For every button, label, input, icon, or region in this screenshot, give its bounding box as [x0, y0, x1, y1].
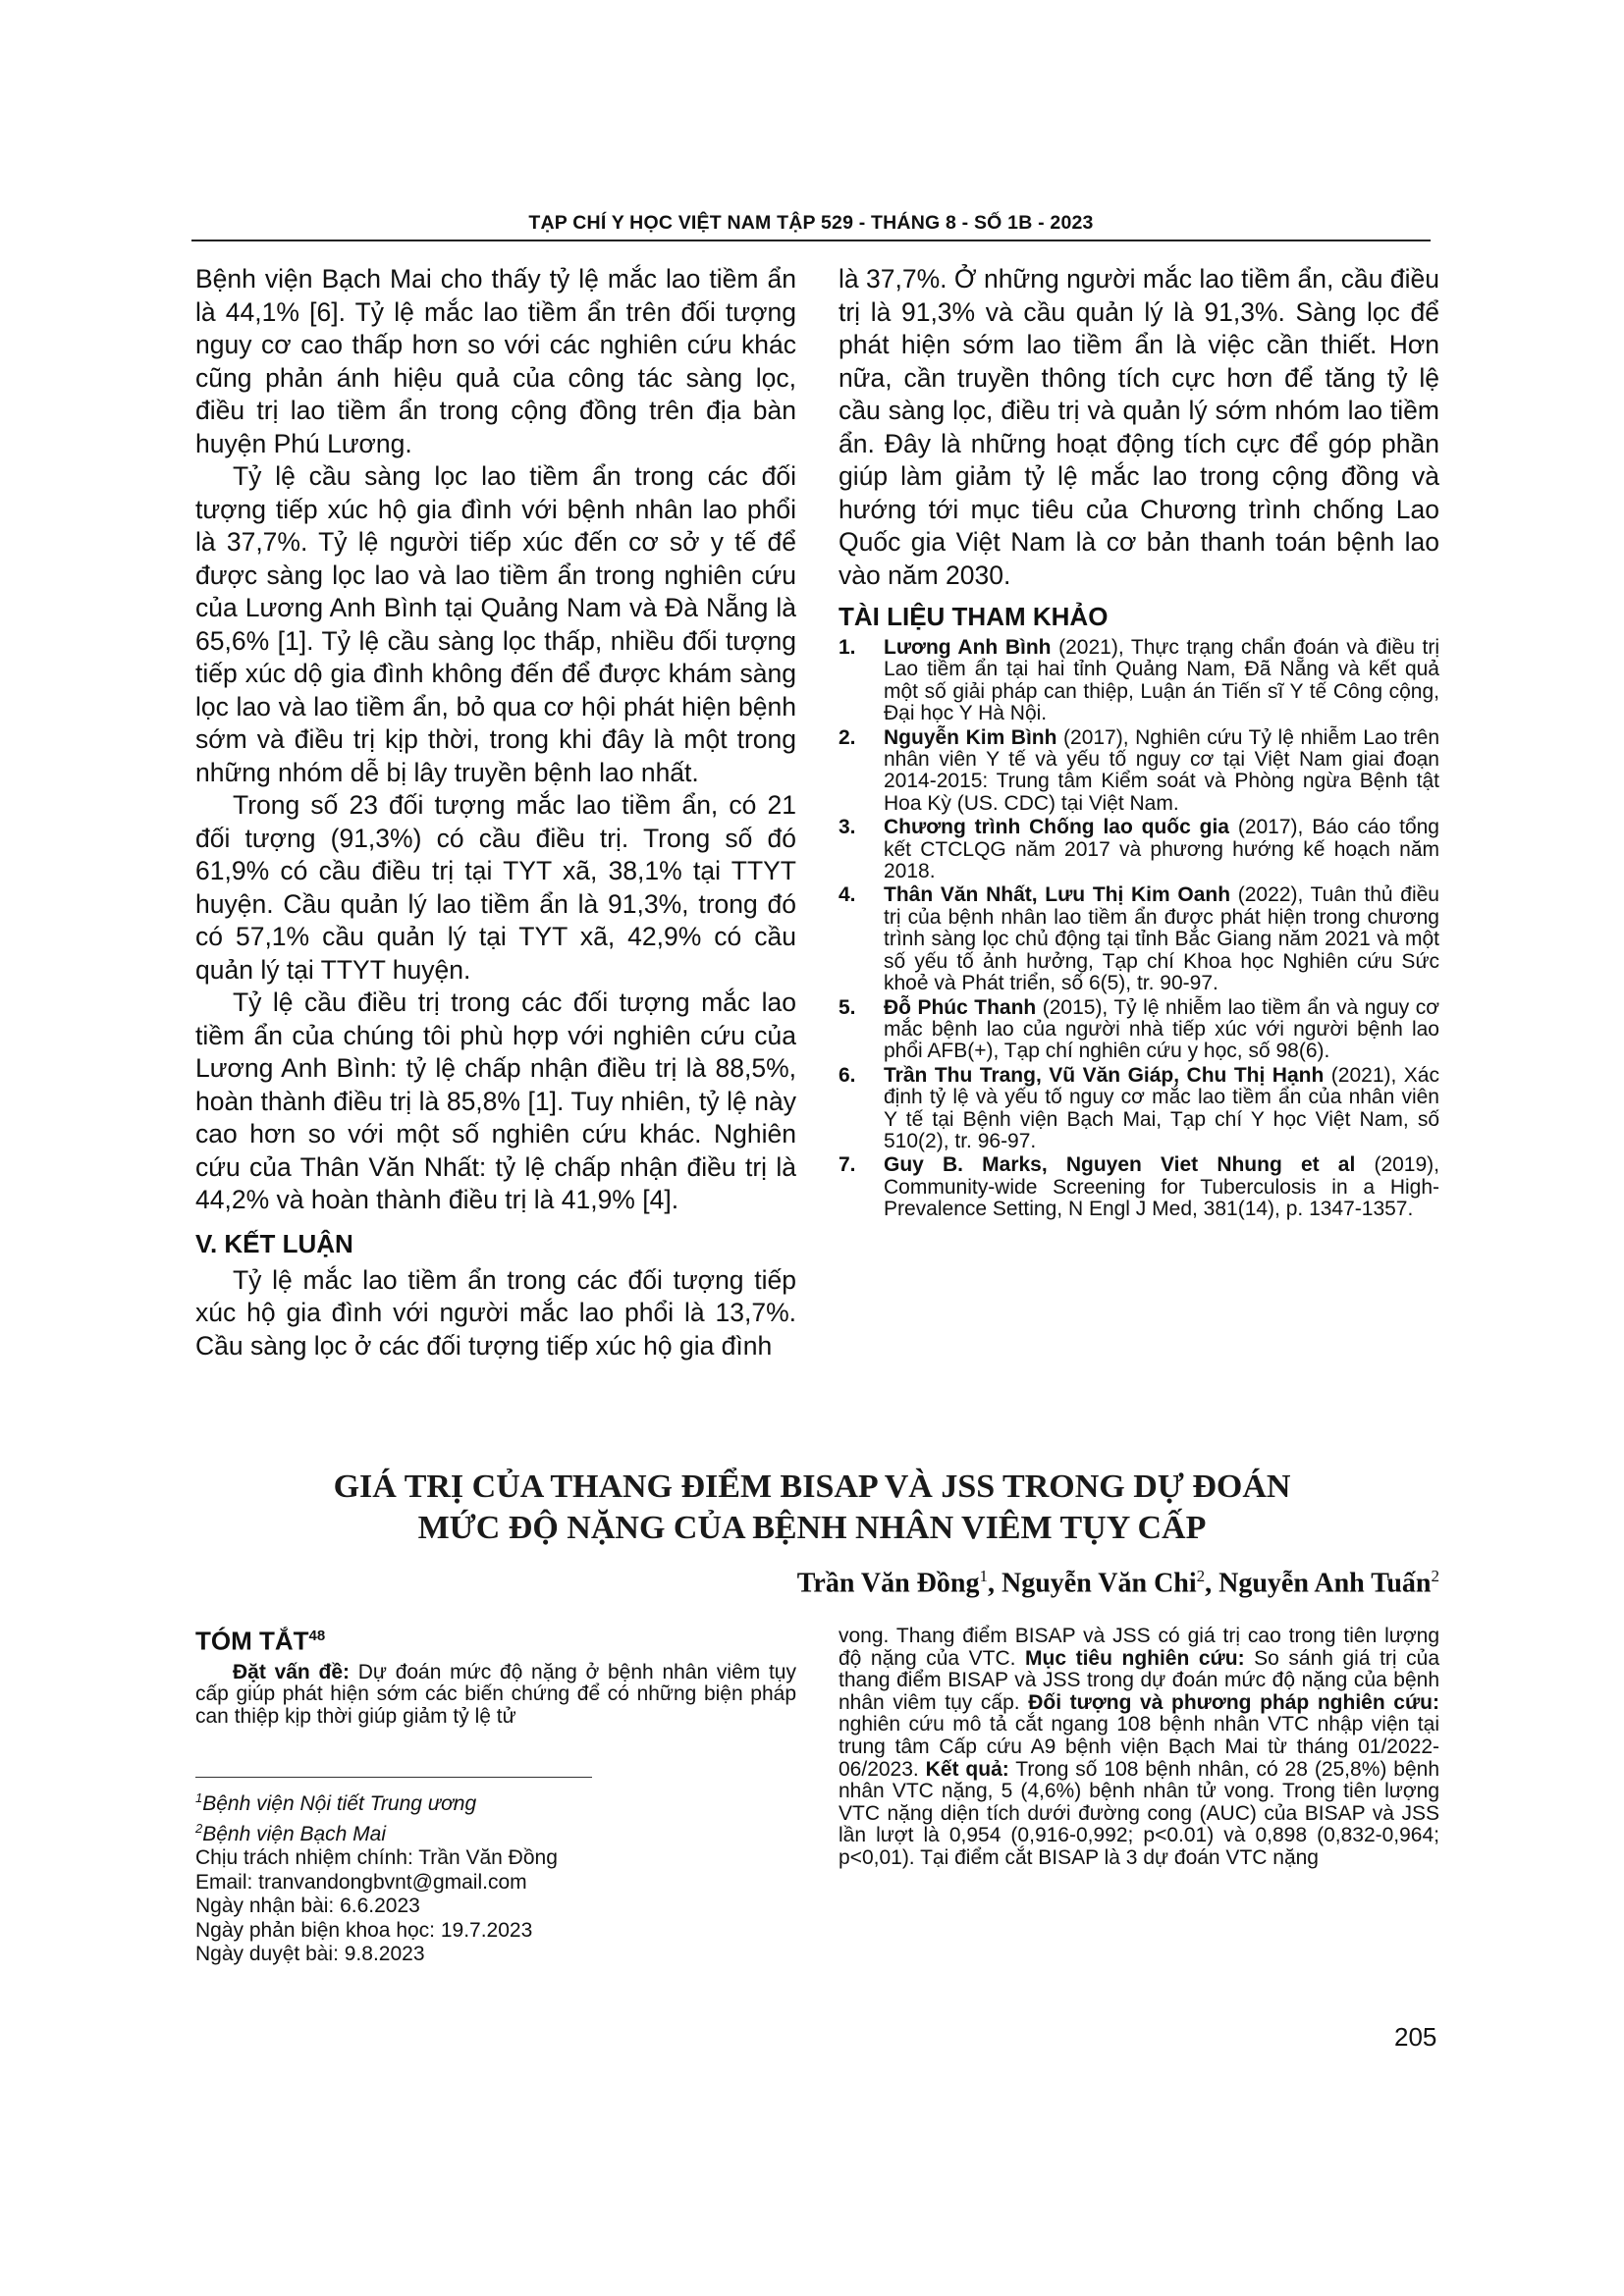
affiliation-text: Bệnh viện Bạch Mai — [202, 1822, 387, 1845]
reference-item — [839, 997, 1439, 1063]
reference-item — [839, 884, 1439, 994]
article-title-line-2: MỨC ĐỘ NẶNG CỦA BỆNH NHÂN VIÊM TỤY CẤP — [417, 1510, 1207, 1546]
conclusion-heading: V. KẾT LUẬN — [195, 1228, 353, 1258]
abstract-right — [839, 1626, 1439, 1870]
abstract-intro-label: Đặt vấn đề: — [233, 1660, 350, 1683]
reference-item — [839, 1065, 1439, 1153]
reference-item — [839, 637, 1439, 725]
affiliation-mark: 1 — [195, 1790, 203, 1805]
article-title-line-1: GIÁ TRỊ CỦA THANG ĐIỂM BISAP VÀ JSS TRONG DỰ ĐOÁN — [333, 1468, 1291, 1505]
article-authors — [797, 1567, 1439, 1599]
paragraph-3: Trong số 23 đối tượng mắc lao tiềm ẩn, có 21 đối tượng (91,3%) có cầu điều trị. Trong số đó 61,9% có cầu điều trị tại TYT xã, 38,1% tại TTYT huyện. Cầu quản lý lao tiềm ẩn là 91,3%, trong đó có 57,1% cầu quản lý tại TYT xã, 42,9% có cầu quản lý tại TTYT huyện. — [195, 790, 796, 985]
conclusion-paragraph: Tỷ lệ mắc lao tiềm ẩn trong các đối tượng tiếp xúc hộ gia đình với người mắc lao phổi là 13,7%. Cầu sàng lọc ở các đối tượng tiếp xúc hộ gia đình — [195, 1264, 796, 1361]
reference-item — [839, 727, 1439, 816]
reference-number: 5. — [839, 995, 856, 1019]
reference-text: (2019), Community-wide Screening for Tuberculosis in a High-Prevalence Setting, N Engl J Med, 381(14), p. 1347-1357. — [884, 1153, 1439, 1221]
author-name: Nguyễn Anh Tuấn — [1218, 1568, 1432, 1599]
affiliation-1 — [195, 1787, 796, 1817]
paragraph-1: Bệnh viện Bạch Mai cho thấy tỷ lệ mắc lao tiềm ẩn là 44,1% [6]. Tỷ lệ mắc lao tiềm ẩn trên đối tượng nguy cơ cao thấp hơn so với các nghiên cứu khác cũng phản ánh hiệu quả của công tác sàng lọc, điều trị lao tiềm ẩn trong cộng đồng trên địa bàn huyện Phú Lương. — [195, 264, 796, 458]
abstract-intro-text: Dự đoán mức độ nặng ở bệnh nhân viêm tụy cấp giúp phát hiện sớm các biến chứng để có những biện pháp can thiệp kịp thời giúp giảm tỷ lệ tử — [195, 1660, 796, 1728]
page-number: 205 — [1394, 2022, 1437, 2052]
reference-number: 1. — [839, 636, 856, 659]
reference-text: (2017), Báo cáo tổng kết CTCLQG năm 2017 và phương hướng kế hoạch năm 2018. — [884, 816, 1439, 883]
author-separator: , — [1205, 1568, 1219, 1599]
reference-authors: Lương Anh Bình — [884, 636, 1052, 659]
references-heading: TÀI LIỆU THAM KHẢO — [839, 602, 1109, 631]
affiliation-mark: 2 — [195, 1820, 203, 1836]
abstract-left — [195, 1620, 796, 1728]
reference-item — [839, 817, 1439, 882]
footnote-rule — [195, 1777, 592, 1778]
reference-text: (2021), Xác định tỷ lệ và yếu tố nguy cơ mắc lao tiềm ẩn của nhân viên Y tế tại Bệnh viện Bạch Mai, Tạp chí Y học Việt Nam, số 510(2), tr. 96-97. — [884, 1063, 1439, 1152]
abstract-heading-text: TÓM TẮT — [195, 1626, 309, 1656]
footnotes — [195, 1787, 796, 1967]
reference-authors: Nguyễn Kim Bình — [884, 725, 1057, 749]
article-title — [187, 1467, 1437, 1549]
abstract-continued — [839, 1626, 1439, 1870]
right-column — [839, 263, 1439, 1223]
journal-header: TẠP CHÍ Y HỌC VIỆT NAM TẬP 529 - THÁNG 8 - SỐ 1B - 2023 — [528, 212, 1094, 234]
reference-authors: Trần Thu Trang, Vũ Văn Giáp, Chu Thị Hạnh — [884, 1063, 1325, 1087]
reference-number: 3. — [839, 816, 856, 839]
date-received: Ngày nhận bài: 6.6.2023 — [195, 1895, 420, 1917]
reference-number: 2. — [839, 725, 856, 749]
abstract-methods-text: nghiên cứu mô tả cắt ngang 108 bệnh nhân VTC nhập viện tại trung tâm Cấp cứu A9 bệnh viện Bạch Mai từ tháng 01/2022-06/2023. — [839, 1713, 1439, 1781]
author-affiliation-mark: 2 — [1196, 1567, 1206, 1585]
header-rule — [191, 240, 1431, 241]
corresponding-author: Chịu trách nhiệm chính: Trần Văn Đồng — [195, 1846, 558, 1869]
reference-number: 7. — [839, 1153, 856, 1177]
email: Email: tranvandongbvnt@gmail.com — [195, 1870, 527, 1894]
author-separator: , — [987, 1568, 1001, 1599]
reference-authors: Guy B. Marks, Nguyen Viet Nhung et al — [884, 1153, 1356, 1177]
reference-authors: Chương trình Chống lao quốc gia — [884, 816, 1229, 839]
reference-text: (2015), Tỷ lệ nhiễm lao tiềm ẩn và nguy cơ mắc bệnh lao của người nhà tiếp xúc với người bệnh lao phổi AFB(+), Tạp chí nghiên cứu y học, số 98(6). — [884, 995, 1439, 1063]
affiliation-text: Bệnh viện Nội tiết Trung ương — [202, 1792, 477, 1815]
paragraph-4: Tỷ lệ cầu điều trị trong các đối tượng mắc lao tiềm ẩn của chúng tôi phù hợp với nghiên cứu của Lương Anh Bình: tỷ lệ chấp nhận điều trị là 88,5%, hoàn thành điều trị là 85,8% [1]. Tuy nhiên, tỷ lệ này cao hơn so với một số nghiên cứu khác. Nghiên cứu của Thân Văn Nhất: tỷ lệ chấp nhận điều trị là 44,2% và hoàn thành điều trị là 41,9% [4]. — [195, 988, 796, 1214]
abstract-results-label: Kết quả: — [925, 1757, 1009, 1781]
reference-number: 6. — [839, 1063, 856, 1087]
author-name: Trần Văn Đồng — [796, 1568, 980, 1599]
reference-authors: Đỗ Phúc Thanh — [884, 995, 1037, 1019]
abstract-objective-text: So sánh giá trị của thang điểm BISAP và JSS trong dự đoán mức độ nặng của bệnh nhân viêm tụy cấp. — [839, 1646, 1440, 1714]
conclusion-continued: là 37,7%. Ở những người mắc lao tiềm ẩn, cầu điều trị là 91,3% và cầu quản lý là 91,3%. Sàng lọc để phát hiện sớm lao tiềm ẩn là việc cần thiết. Hơn nữa, cần truyền thông tích cực hơn để tăng tỷ lệ cầu sàng lọc, điều trị và quản lý sớm nhóm lao tiềm ẩn. Đây là những hoạt động tích cực để góp phần giúp làm giảm tỷ lệ mắc lao trong cộng đồng và hướng tới mục tiêu của Chương trình chống Lao Quốc gia Việt Nam là cơ bản thanh toán bệnh lao vào năm 2030. — [839, 264, 1439, 590]
reference-item — [839, 1154, 1439, 1220]
reference-text: (2017), Nghiên cứu Tỷ lệ nhiễm Lao trên nhân viên Y tế và yếu tố nguy cơ tại Việt Nam giai đoạn 2014-2015: Trung tâm Kiểm soát và Phòng ngừa Bệnh tật Hoa Kỳ (US. CDC) tại Việt Nam. — [884, 725, 1439, 815]
author-affiliation-mark: 2 — [1431, 1567, 1439, 1585]
author-name: Nguyễn Văn Chi — [1001, 1568, 1197, 1599]
abstract-intro — [195, 1662, 796, 1729]
reference-text: (2022), Tuân thủ điều trị của bệnh nhân lao tiềm ẩn được phát hiện trong chương trình sàng lọc chủ động tại tỉnh Bắc Giang năm 2021 và một số yếu tố ảnh hưởng, Tạp chí Khoa học Nghiên cứu Sức khoẻ và Phát triển, số 6(5), tr. 90-97. — [884, 883, 1439, 995]
reference-text: (2021), Thực trạng chẩn đoán và điều trị Lao tiềm ẩn tại hai tỉnh Quảng Nam, Đã Nẵng và kết quả một số giải pháp can thiệp, Luận án Tiến sĩ Y tế Công cộng, Đại học Y Hà Nội. — [884, 636, 1439, 725]
abstract-results-text: Trong số 108 bệnh nhân, có 28 (25,8%) bệnh nhân VTC nặng, 5 (4,6%) bệnh nhân tử vong. Trong tiên lượng VTC nặng diện tích dưới đường cong (AUC) của BISAP và JSS lần lượt là 0,954 (0,916-0,992; p<0.01) và 0,898 (0,832-0,964; p<0,01). Tại điểm cắt BISAP là 3 dự đoán VTC nặng — [839, 1757, 1439, 1869]
affiliation-2 — [195, 1817, 796, 1847]
abstract-cont-text: vong. Thang điểm BISAP và JSS có giá trị cao trong tiên lượng độ nặng của VTC. — [839, 1625, 1439, 1670]
abstract-heading-footnote-mark: 48 — [308, 1628, 326, 1644]
date-accepted: Ngày duyệt bài: 9.8.2023 — [195, 1943, 425, 1965]
abstract-heading — [195, 1620, 796, 1658]
paragraph-2: Tỷ lệ cầu sàng lọc lao tiềm ẩn trong các đối tượng tiếp xúc hộ gia đình với bệnh nhân lao phổi là 37,7%. Tỷ lệ người tiếp xúc đến cơ sở y tế để được sàng lọc lao và lao tiềm ẩn trong nghiên cứu của Lương Anh Bình tại Quảng Nam và Đà Nẵng là 65,6% [1]. Tỷ lệ cầu sàng lọc thấp, nhiều đối tượng tiếp xúc dộ gia đình không đến để được khám sàng lọc lao và lao tiềm ẩn, bỏ qua cơ hội phát hiện bệnh sớm và điều trị kịp thời, trong khi đây là một trong những nhóm dễ bị lây truyền bệnh lao nhất. — [195, 461, 796, 787]
abstract-methods-label: Đối tượng và phương pháp nghiên cứu: — [1028, 1690, 1439, 1714]
date-reviewed: Ngày phản biện khoa học: 19.7.2023 — [195, 1918, 533, 1942]
reference-authors: Thân Văn Nhất, Lưu Thị Kim Oanh — [884, 883, 1231, 907]
reference-number: 4. — [839, 883, 856, 907]
reference-list — [839, 637, 1439, 1221]
author-affiliation-mark: 1 — [979, 1567, 988, 1585]
abstract-objective-label: Mục tiêu nghiên cứu: — [1025, 1646, 1245, 1670]
left-column — [195, 263, 796, 1362]
